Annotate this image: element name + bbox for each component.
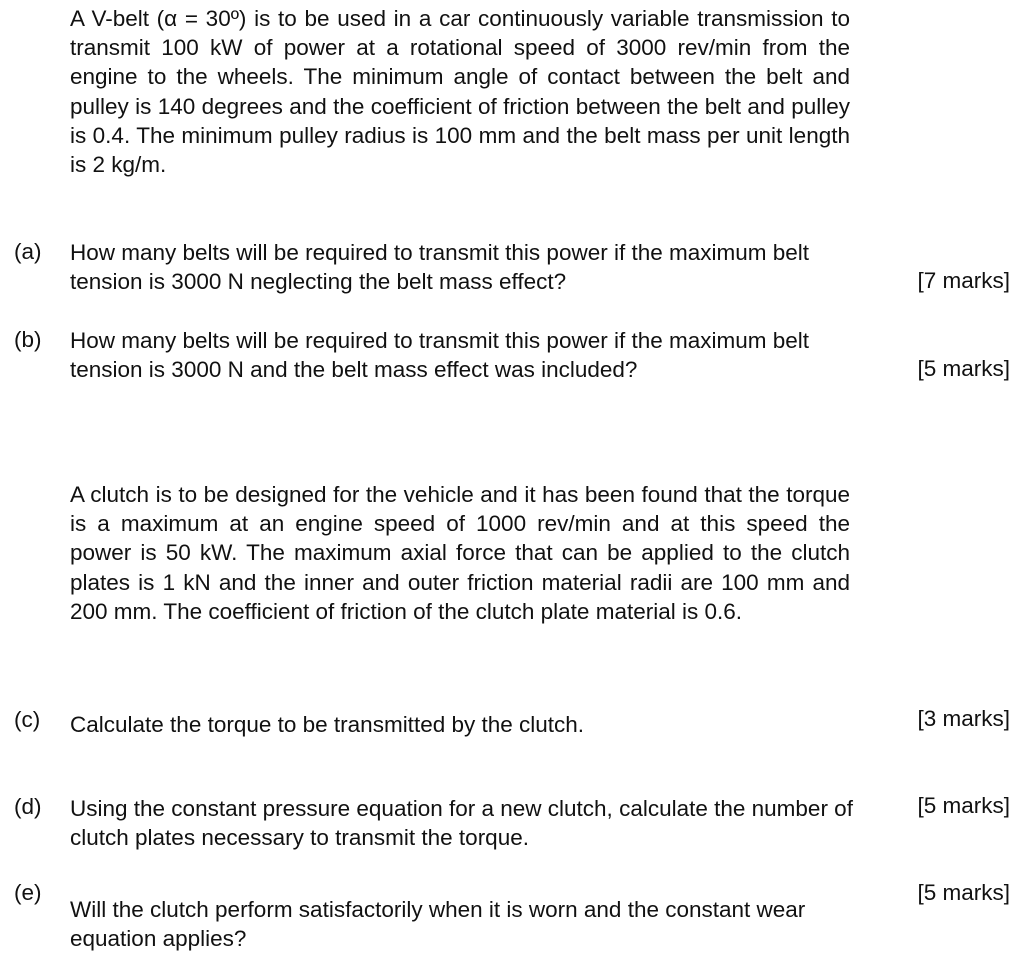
question-d-label: (d) [14,794,42,819]
intro-paragraph-belt: A V-belt (α = 30º) is to be used in a car continuously variable transmission to transmit 100 kW of power at a rotational speed of 3000 rev/min from the engine to the wheels. The minimum angle of contact between the belt and pulley is 140 degrees and the coefficient of friction between the belt and pulley is 0.4. The minimum pulley radius is 100 mm and the belt mass per unit length is 2 kg/m. [70,6,850,178]
question-a-label: (a) [14,239,42,264]
question-b-marks: [5 marks] [917,356,1010,381]
question-c-text: Calculate the torque to be transmitted by the clutch. [70,712,585,737]
question-c-label: (c) [14,707,41,732]
question-e-marks: [5 marks] [917,880,1010,905]
question-e-label: (e) [14,880,42,905]
intro-paragraph-clutch: A clutch is to be designed for the vehicle and it has been found that the torque is a maximum at an engine speed of 1000 rev/min and at this speed the power is 50 kW. The maximum axial force that can be applied to the clutch plates is 1 kN and the inner and outer friction material radii are 100 mm and 200 mm. The coefficient of friction of the clutch plate material is 0.6. [70,482,850,624]
question-b-label: (b) [14,327,42,352]
question-a-text: How many belts will be required to transmit this power if the maximum belt tension is 3000 N neglecting the belt mass effect? [70,240,810,294]
question-e-text: Will the clutch perform satisfactorily when it is worn and the constant wear equation applies? [70,897,806,951]
question-a-marks: [7 marks] [917,268,1010,293]
question-b-text: How many belts will be required to transmit this power if the maximum belt tension is 3000 N and the belt mass effect was included? [70,328,810,382]
question-d-text: Using the constant pressure equation for a new clutch, calculate the number of clutch plates necessary to transmit the torque. [70,796,853,850]
question-c-marks: [3 marks] [917,706,1010,731]
question-d-marks: [5 marks] [917,793,1010,818]
